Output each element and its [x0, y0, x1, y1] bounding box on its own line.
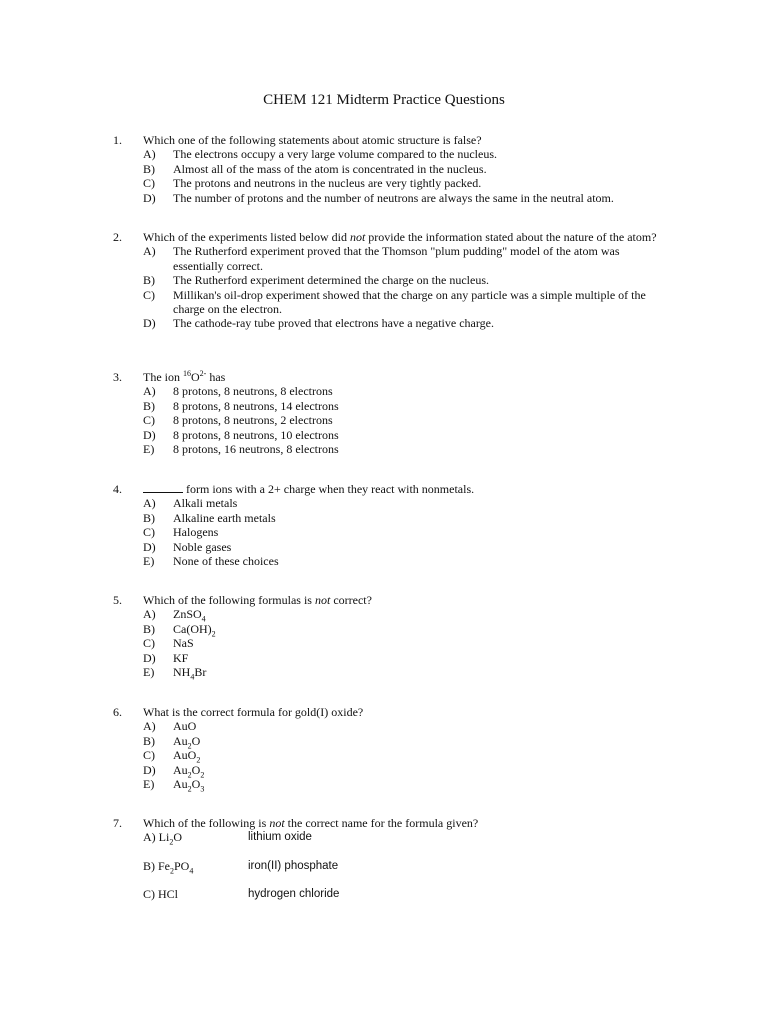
- option: [143, 525, 658, 539]
- option-formula: $Ca(OH)_2$: [173, 621, 216, 639]
- option-letter: A): [143, 607, 156, 622]
- option-formula: B) $Fe_2PO_4$: [143, 858, 194, 876]
- option: [143, 162, 658, 176]
- element-symbol: O: [191, 370, 200, 384]
- option-text: 8 protons, 16 neutrons, 8 electrons: [173, 442, 339, 457]
- question-number: 3.: [113, 370, 122, 384]
- option: [143, 540, 658, 554]
- option-letter: D): [143, 762, 156, 777]
- emphasis-not: not: [314, 593, 331, 607]
- option-letter: B): [143, 510, 155, 525]
- question-text: Which one of the following statements about atomic structure is false?: [143, 133, 482, 147]
- question-text-part: provide the information stated about the nature of the atom?: [365, 230, 657, 244]
- option: [143, 288, 658, 317]
- question-text: [143, 370, 658, 384]
- option-text: The protons and neutrons in the nucleus are very tightly packed.: [173, 176, 482, 191]
- question-number: 4.: [113, 482, 122, 496]
- option-letter: C): [143, 413, 155, 428]
- option-formula: KF: [173, 650, 189, 665]
- option-text: Alkali metals: [173, 496, 238, 511]
- option-text: 8 protons, 8 neutrons, 8 electrons: [173, 384, 333, 399]
- option-letter: A): [143, 496, 156, 511]
- option-name: iron(II) phosphate: [248, 859, 339, 872]
- option-letter: C): [143, 525, 155, 540]
- option-name: hydrogen chloride: [248, 888, 340, 901]
- option-formula: AuO$_2$: [173, 748, 201, 765]
- option: [143, 147, 658, 161]
- option: [143, 665, 658, 682]
- option-letter: B): [143, 161, 155, 176]
- option-text: Halogens: [173, 525, 219, 540]
- option-letter: A): [143, 147, 156, 162]
- option-letter: B): [143, 621, 155, 636]
- option: [143, 830, 658, 847]
- fill-in-blank: [143, 482, 183, 493]
- question-4: [113, 482, 658, 568]
- option-name: lithium oxide: [248, 831, 312, 844]
- option-letter: E): [143, 665, 155, 680]
- option: [143, 887, 658, 901]
- ion-charge: 2-: [199, 369, 207, 378]
- page-title: CHEM 121 Midterm Practice Questions: [263, 92, 505, 108]
- question-text-part: correct?: [330, 593, 372, 607]
- option: [143, 273, 658, 287]
- question-1: [113, 133, 658, 205]
- option-letter: D): [143, 539, 156, 554]
- question-text-part: has: [206, 370, 226, 384]
- option: [143, 191, 658, 205]
- option-text: 8 protons, 8 neutrons, 2 electrons: [173, 413, 333, 428]
- option-text: Millikan's oil-drop experiment showed that the charge on any particle was a simple multiple of the charge on the electron.: [173, 287, 646, 317]
- option-formula: AuO: [173, 719, 197, 734]
- question-5: [113, 593, 658, 682]
- option-letter: A): [143, 244, 156, 259]
- option-text: The electrons occupy a very large volume compared to the nucleus.: [173, 147, 497, 162]
- option: [143, 777, 658, 794]
- option-formula: A) $Li_2O$: [143, 830, 183, 847]
- option: [143, 428, 658, 442]
- option-letter: A): [143, 719, 156, 734]
- question-text: [143, 816, 658, 830]
- option-letter: D): [143, 316, 156, 331]
- question-text-part: Which of the following is: [143, 816, 270, 830]
- option-letter: E): [143, 442, 155, 457]
- option-text: The Rutherford experiment proved that the Thomson "plum pudding" model of the atom was essentially correct.: [173, 244, 620, 273]
- option: [143, 651, 658, 665]
- option: [143, 244, 658, 273]
- mass-number: 16: [183, 369, 191, 378]
- option-text: Almost all of the mass of the atom is concentrated in the nucleus.: [173, 161, 487, 176]
- option-letter: E): [143, 777, 155, 792]
- option: [143, 636, 658, 650]
- emphasis-not: not: [349, 230, 366, 244]
- option-formula: C) HCl: [143, 887, 179, 902]
- option-text: Alkaline earth metals: [173, 510, 276, 525]
- option-letter: D): [143, 650, 156, 665]
- option: [143, 621, 658, 639]
- option: [143, 511, 658, 525]
- option-letter: C): [143, 287, 155, 302]
- option-text: The cathode-ray tube proved that electrons have a negative charge.: [173, 316, 494, 331]
- question-text: [143, 482, 658, 496]
- option-letter: C): [143, 636, 155, 651]
- question-text-part: Which of the following formulas is: [143, 593, 315, 607]
- option-text: The number of protons and the number of neutrons are always the same in the neutral atom.: [173, 190, 614, 205]
- question-number: 1.: [113, 133, 122, 147]
- option: [143, 607, 658, 624]
- option-letter: B): [143, 733, 155, 748]
- option-text: 8 protons, 8 neutrons, 14 electrons: [173, 398, 339, 413]
- option: [143, 413, 658, 427]
- option-text: The Rutherford experiment determined the charge on the nucleus.: [173, 273, 489, 288]
- option-letter: B): [143, 398, 155, 413]
- question-3: [113, 370, 658, 456]
- option: [143, 176, 658, 190]
- option: [143, 762, 658, 780]
- option-formula: $Au_2O_2$: [173, 762, 205, 780]
- option: [143, 719, 658, 733]
- option-text: 8 protons, 8 neutrons, 10 electrons: [173, 427, 339, 442]
- option-formula: $NH_4Br$: [173, 665, 207, 682]
- option: [143, 733, 658, 751]
- option-text: None of these choices: [173, 554, 279, 569]
- question-7: [113, 816, 658, 902]
- option-letter: D): [143, 190, 156, 205]
- question-6: [113, 705, 658, 794]
- question-text: What is the correct formula for gold(I) oxide?: [143, 705, 364, 719]
- question-text-part: Which of the experiments listed below did: [143, 230, 350, 244]
- option-formula: $Au_2O_3$: [173, 777, 205, 794]
- option: [143, 554, 658, 568]
- question-number: 6.: [113, 705, 122, 719]
- option: [143, 399, 658, 413]
- option-letter: D): [143, 427, 156, 442]
- option-formula: $Au_2O$: [173, 733, 201, 751]
- option-text: Noble gases: [173, 539, 232, 554]
- option-formula: ZnSO$_4$: [173, 607, 206, 624]
- question-text-part: The ion: [143, 370, 183, 384]
- question-number: 7.: [113, 816, 122, 830]
- option-letter: E): [143, 554, 155, 569]
- option: [143, 496, 658, 510]
- option: [143, 316, 658, 330]
- question-number: 2.: [113, 230, 122, 244]
- option: [143, 442, 658, 456]
- emphasis-not: not: [269, 816, 285, 830]
- question-number: 5.: [113, 593, 122, 607]
- option: [143, 384, 658, 398]
- option-letter: A): [143, 384, 156, 399]
- option-letter: C): [143, 748, 155, 763]
- option-letter: B): [143, 273, 155, 288]
- option-formula: NaS: [173, 636, 194, 651]
- option: [143, 748, 658, 765]
- question-2: [113, 230, 658, 331]
- question-text-part: the correct name for the formula given?: [284, 816, 479, 830]
- option: [143, 858, 658, 876]
- question-text-part: form ions with a 2+ charge when they react with nonmetals.: [183, 482, 475, 496]
- question-text: [143, 593, 658, 607]
- option-letter: C): [143, 176, 155, 191]
- question-text: [143, 230, 658, 244]
